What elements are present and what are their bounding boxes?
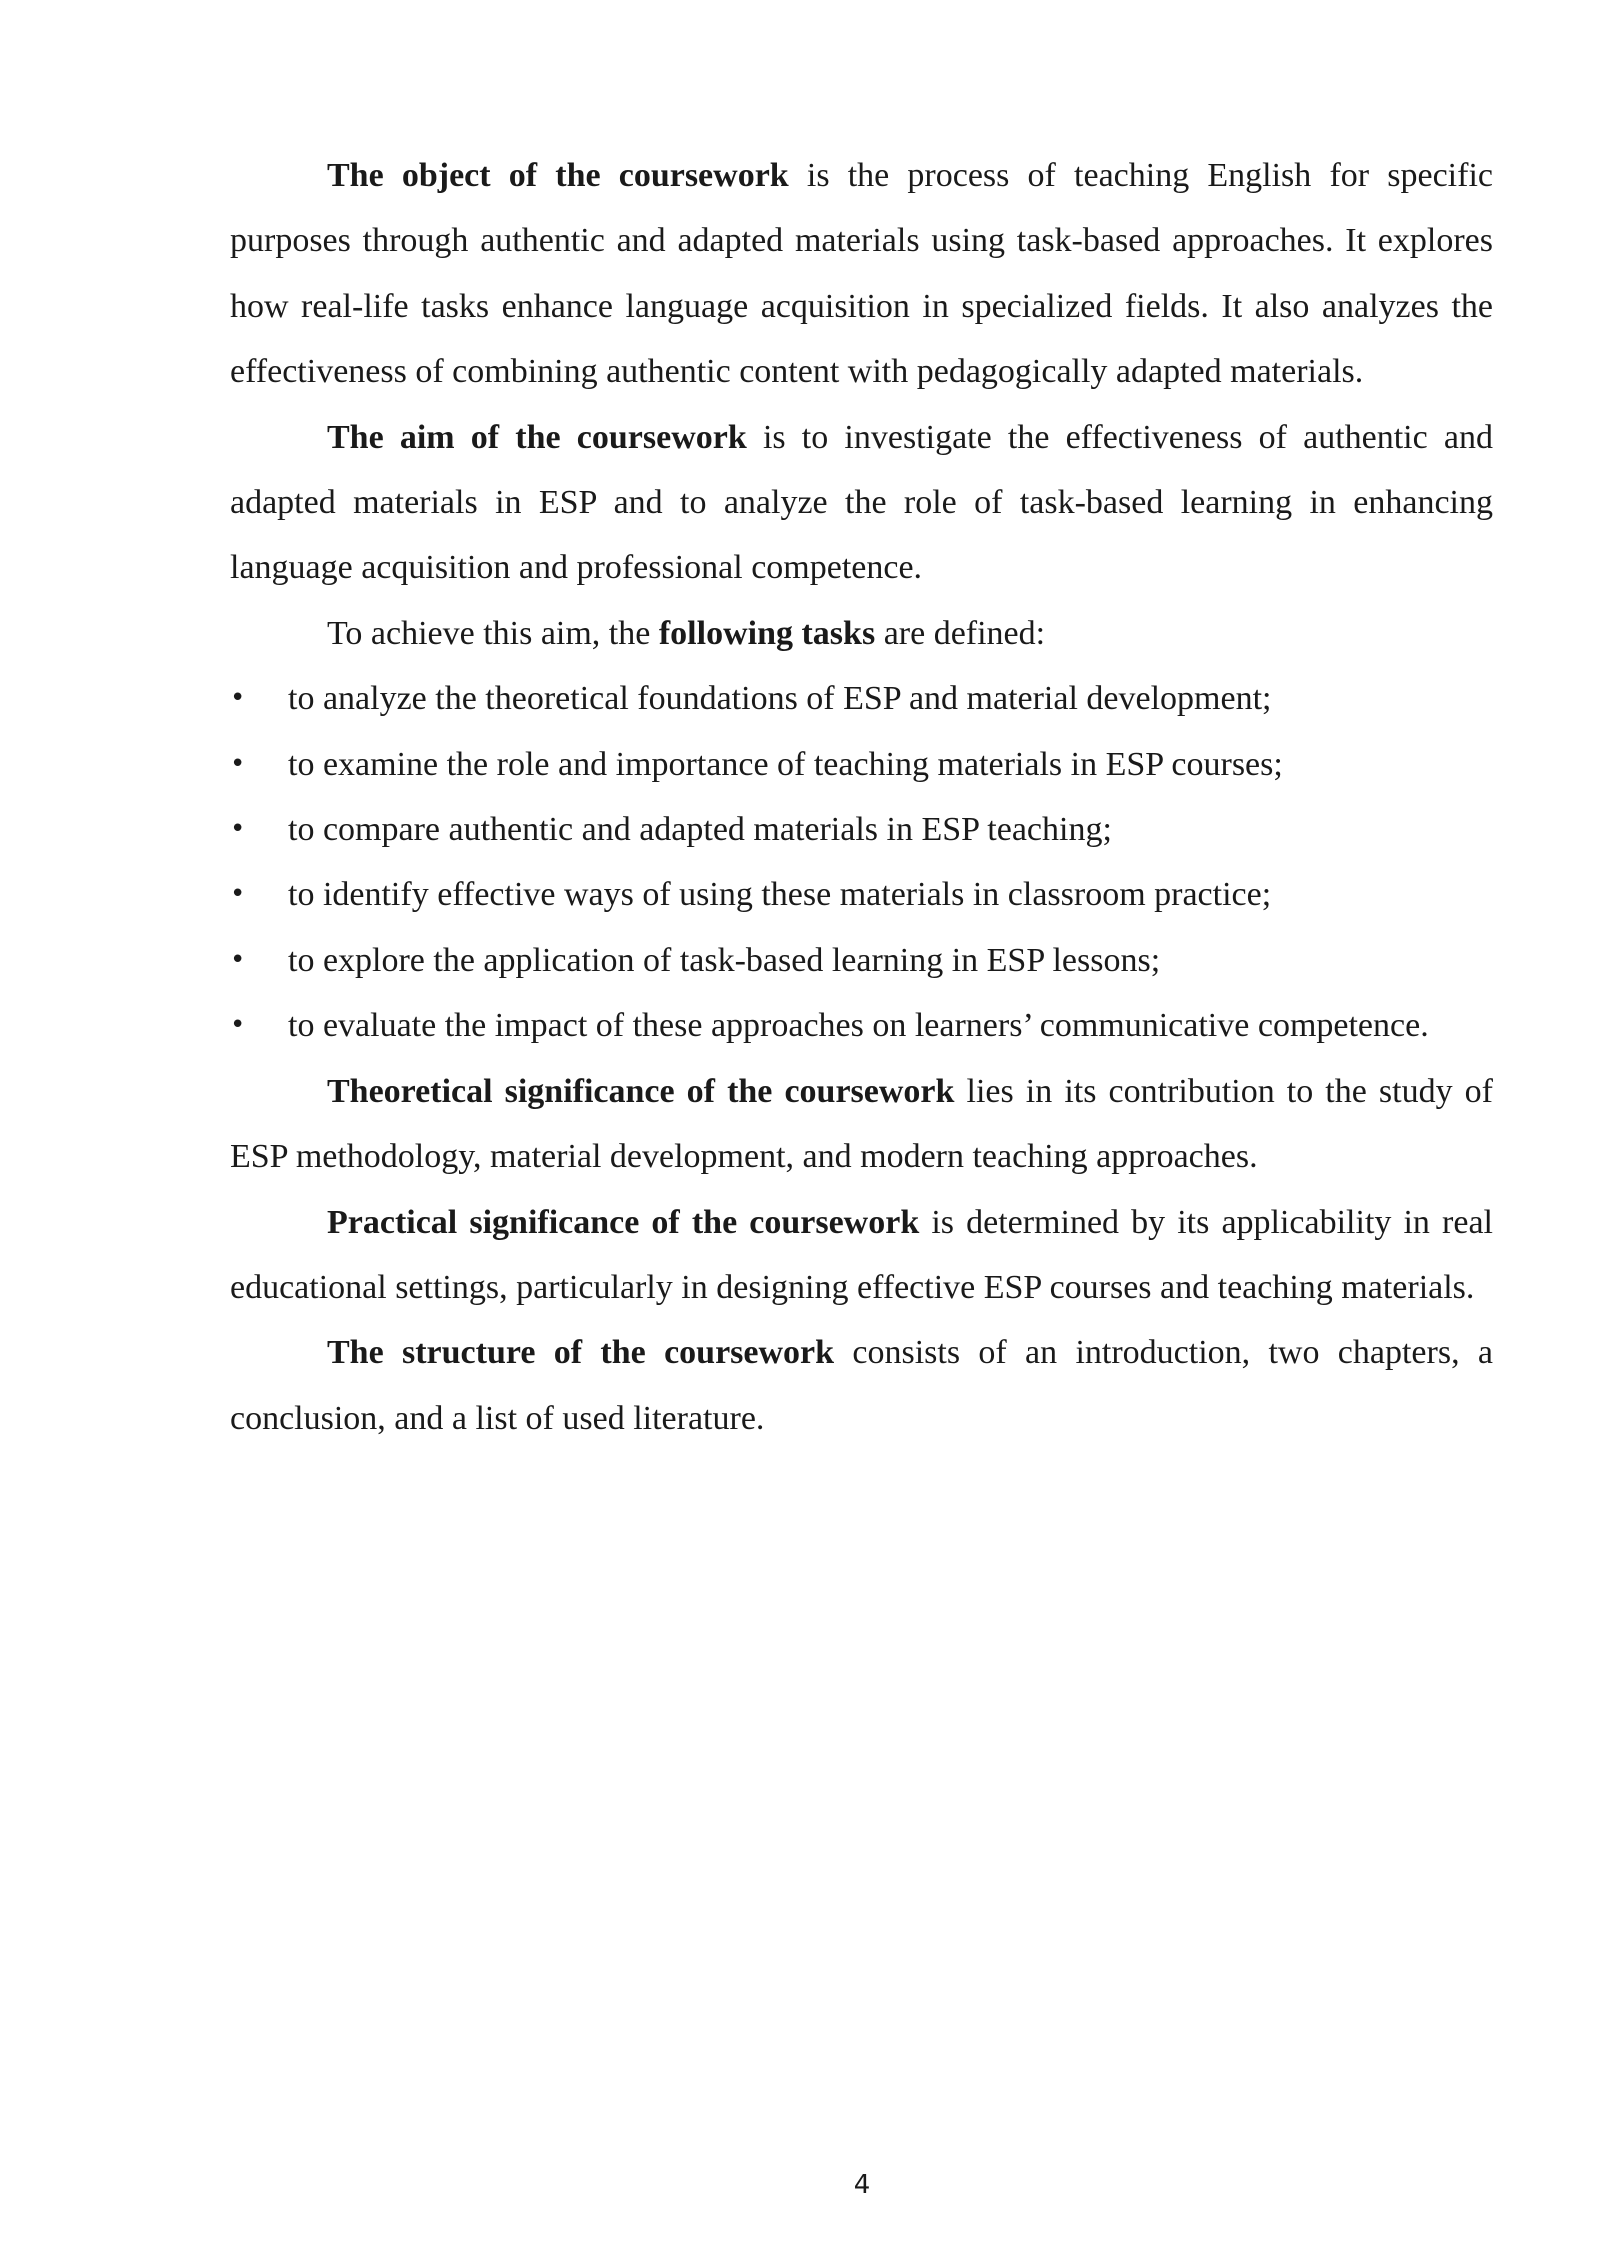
bullet-icon: • <box>230 814 246 845</box>
task-item <box>230 993 1493 1058</box>
practical-paragraph <box>230 1190 1493 1321</box>
tasks-list <box>230 666 1493 1058</box>
aim-heading: The aim of the coursework <box>327 418 747 456</box>
task-text: to analyze the theoretical foundations of ESP and material development; <box>288 680 1272 718</box>
task-item <box>230 928 1493 993</box>
bullet-icon: • <box>230 1010 246 1041</box>
bullet-icon: • <box>230 944 246 975</box>
tasks-intro-bold: following tasks <box>658 614 876 652</box>
task-text: to examine the role and importance of teaching materials in ESP courses; <box>288 745 1283 783</box>
task-item <box>230 732 1493 797</box>
structure-heading: The structure of the coursework <box>327 1334 835 1372</box>
theoretical-text: lies in its contribution to the study of ESP methodology, material development, and modern teaching approaches. <box>230 1072 1493 1176</box>
task-text: to compare authentic and adapted materials in ESP teaching; <box>288 811 1112 849</box>
theoretical-heading: Theoretical significance of the coursework <box>327 1072 955 1110</box>
theoretical-paragraph <box>230 1059 1493 1190</box>
tasks-intro-paragraph <box>230 601 1493 666</box>
tasks-intro-after: are defined: <box>875 614 1046 652</box>
task-item <box>230 666 1493 731</box>
task-text: to explore the application of task-based learning in ESP lessons; <box>288 941 1161 979</box>
structure-text: consists of an introduction, two chapters, a conclusion, and a list of used literature. <box>230 1334 1493 1437</box>
page-number: 4 <box>853 2170 871 2200</box>
aim-paragraph <box>230 405 1493 601</box>
bullet-icon: • <box>230 879 246 910</box>
practical-text: is determined by its applicability in real educational settings, particularly in designing effective ESP courses and teaching materials. <box>230 1203 1493 1306</box>
task-text: to evaluate the impact of these approaches on learners’ communicative competence. <box>288 1007 1429 1045</box>
aim-text: is to investigate the effectiveness of authentic and adapted materials in ESP and to analyze the role of task-based learning in enhancing language acquisition and professional competence. <box>230 418 1493 587</box>
tasks-intro-before: To achieve this aim, the <box>327 614 659 652</box>
bullet-icon: • <box>230 748 246 779</box>
task-item <box>230 797 1493 862</box>
task-text: to identify effective ways of using these materials in classroom practice; <box>288 876 1272 914</box>
structure-paragraph <box>230 1320 1493 1451</box>
object-heading: The object of the coursework <box>327 157 789 194</box>
object-paragraph <box>230 143 1493 405</box>
object-text: is the process of teaching English for specific purposes through authentic and adapted materials using task-based approaches. It explores how real-life tasks enhance language acquisition in specialized fields. It also analyzes the effectiveness of combining authentic content with pedagogically adapted materials. <box>230 157 1493 391</box>
bullet-icon: • <box>230 683 246 714</box>
practical-heading: Practical significance of the coursework <box>327 1203 920 1241</box>
page-body <box>230 143 1493 1451</box>
task-item <box>230 862 1493 927</box>
